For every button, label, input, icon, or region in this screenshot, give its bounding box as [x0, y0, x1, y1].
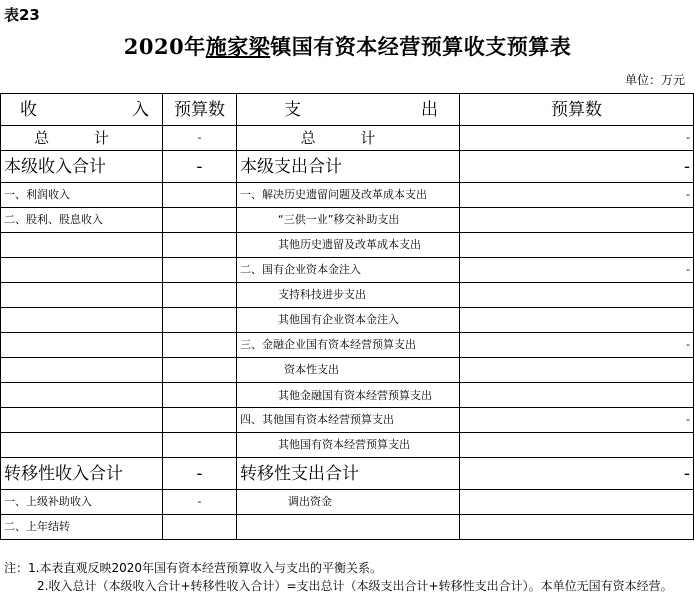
title-year: 2020年 — [123, 34, 206, 59]
local-income-total-label: 本级收入合计 — [1, 151, 163, 183]
transfer-income-total-label: 转移性收入合计 — [1, 458, 163, 490]
table-row-total — [1, 126, 694, 151]
expense-total-value: - — [460, 126, 694, 151]
exp2-value: - — [460, 258, 694, 283]
table-row — [1, 258, 694, 283]
table-row — [1, 490, 694, 515]
exp3a-label: 资本性支出 — [237, 358, 460, 383]
table-number: 表23 — [4, 6, 40, 24]
exp4-value: - — [460, 408, 694, 433]
header-income-budget: 预算数 — [163, 94, 237, 126]
table-row — [1, 408, 694, 433]
transfer-income-total-value: - — [163, 458, 237, 490]
table-row — [1, 433, 694, 458]
table-notes — [4, 559, 692, 595]
dividend-income-label: 二、股利、股息收入 — [1, 208, 163, 233]
exp3-value: - — [460, 333, 694, 358]
exp4-label: 四、其他国有资本经营预算支出 — [237, 408, 460, 433]
note-2: 2.收入总计（本级收入合计+转移性收入合计）=支出总计（本级支出合计+转移性支出合计）。本单位无国有资本经营。 — [37, 579, 673, 593]
budget-table — [0, 93, 694, 540]
exp1b-label: 其他历史遗留及改革成本支出 — [237, 233, 460, 258]
unit-label: 单位：万元 — [624, 73, 685, 87]
exp3b-label: 其他金融国有资本经营预算支出 — [237, 383, 460, 408]
header-income: 收 入 — [1, 94, 163, 126]
local-income-total-value: - — [163, 151, 237, 183]
transfer-out-label: 调出资金 — [237, 490, 460, 515]
exp1a-label: “三供一业”移交补助支出 — [237, 208, 460, 233]
exp1-label: 一、解决历史遗留问题及改革成本支出 — [237, 183, 460, 208]
transfer-expense-total-value: - — [460, 458, 694, 490]
page-title — [0, 31, 695, 61]
prior-year-label: 二、上年结转 — [1, 515, 163, 540]
local-expense-total-label: 本级支出合计 — [237, 151, 460, 183]
header-expense-budget: 预算数 — [460, 94, 694, 126]
title-town: 施家梁 — [205, 34, 271, 59]
exp1-value: - — [460, 183, 694, 208]
exp2a-label: 支持科技进步支出 — [237, 283, 460, 308]
table-row — [1, 333, 694, 358]
table-row — [1, 283, 694, 308]
local-expense-total-value: - — [460, 151, 694, 183]
exp2-label: 二、国有企业资本金注入 — [237, 258, 460, 283]
title-rest: 镇国有资本经营预算收支预算表 — [270, 34, 572, 59]
exp4a-label: 其他国有资本经营预算支出 — [237, 433, 460, 458]
table-row — [1, 183, 694, 208]
table-row — [1, 358, 694, 383]
profit-income-label: 一、利润收入 — [1, 183, 163, 208]
table-row — [1, 233, 694, 258]
table-row — [1, 308, 694, 333]
table-row-local-total — [1, 151, 694, 183]
header-expense: 支 出 — [237, 94, 460, 126]
table-row-transfer-total — [1, 458, 694, 490]
income-total-label: 总 计 — [1, 126, 163, 151]
note-1: 注：1.本表直观反映2020年国有资本经营预算收入与支出的平衡关系。 — [4, 561, 382, 575]
upper-subsidy-value: - — [163, 490, 237, 515]
upper-subsidy-label: 一、上级补助收入 — [1, 490, 163, 515]
exp3-label: 三、金融企业国有资本经营预算支出 — [237, 333, 460, 358]
table-row — [1, 383, 694, 408]
exp2b-label: 其他国有企业资本金注入 — [237, 308, 460, 333]
transfer-expense-total-label: 转移性支出合计 — [237, 458, 460, 490]
table-row — [1, 208, 694, 233]
income-total-value: - — [163, 126, 237, 151]
table-row — [1, 515, 694, 540]
table-header-row — [1, 94, 694, 126]
expense-total-label: 总 计 — [237, 126, 460, 151]
